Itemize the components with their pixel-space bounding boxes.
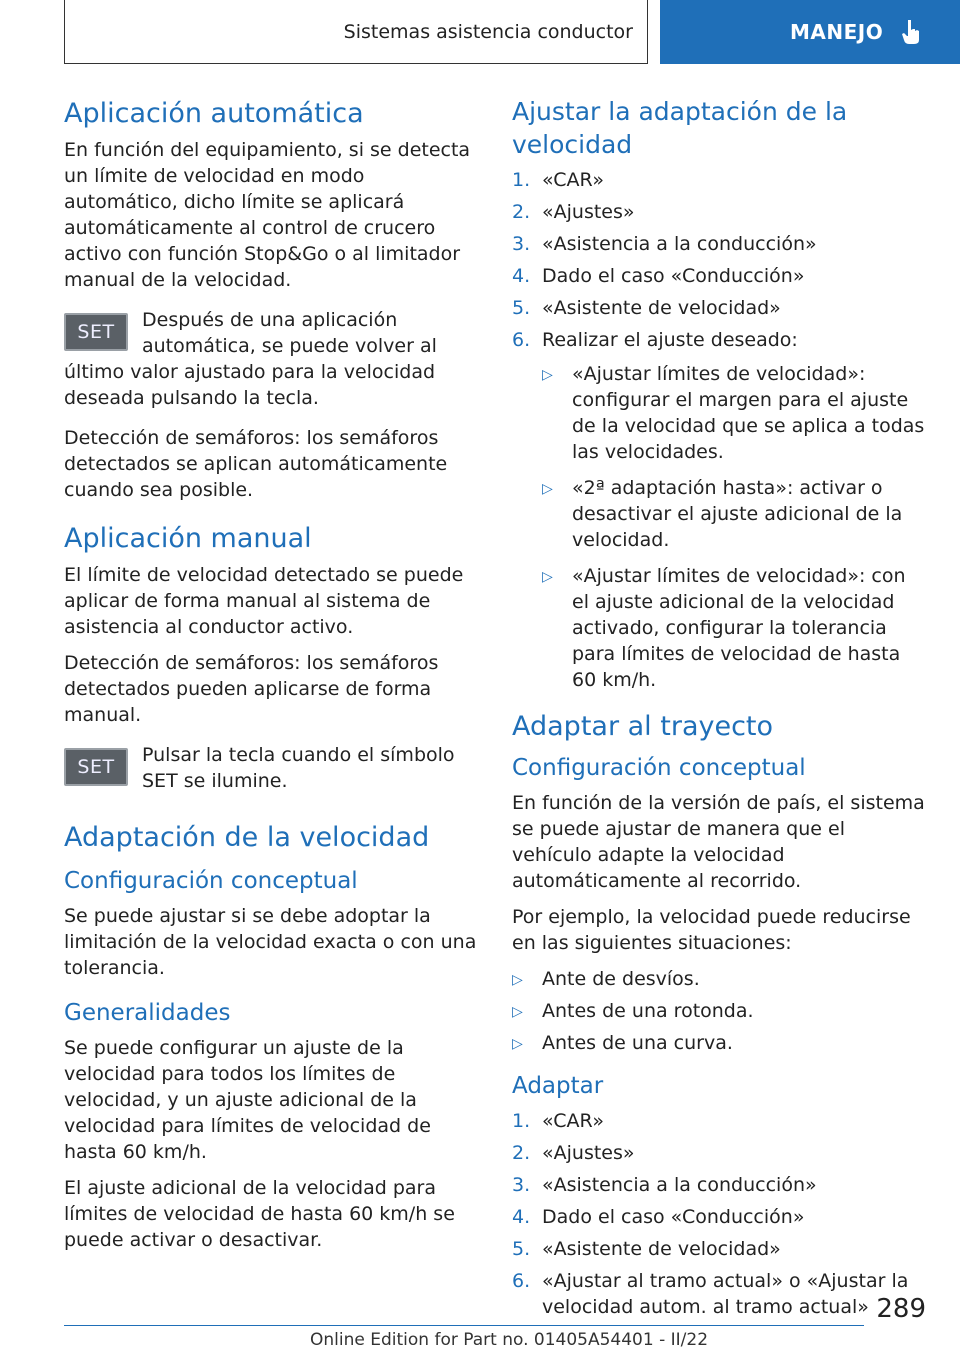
step-item: 3. «Asistencia a la conducción» [512, 1173, 817, 1196]
footer-divider [64, 1325, 864, 1326]
triangle-bullet-icon: ▷ [542, 367, 553, 383]
heading-aplicacion-automatica: Aplicación automática [64, 98, 364, 129]
triangle-bullet-icon: ▷ [542, 481, 553, 497]
heading-aplicacion-manual: Aplicación manual [64, 523, 312, 555]
paragraph: El ajuste adicional de la velocidad para límites de velocidad de hasta 60 km/h se puede activar o desactivar. [64, 1177, 455, 1252]
set-instruction [64, 742, 480, 798]
subheading-configuracion: Configuración conceptual [512, 755, 806, 782]
step-item: 6. Realizar el ajuste deseado: ▷ «Ajustar límites de velocidad»: configurar el margen para el ajuste de la velocidad que se aplica a todas las velocidades. ▷ «2ª adaptación hasta»: activar o desactivar el ajuste adicional de la velocidad. ▷ «Ajustar límites de velocidad»: con el ajuste adicional de la velocidad activado, configurar la tolerancia para límites de velocidad de hasta 60 km/h. [512, 327, 928, 693]
steps-list [512, 167, 928, 693]
paragraph: Por ejemplo, la velocidad puede reducirse en las siguientes situaciones: [512, 905, 911, 954]
step-item: 5. «Asistente de velocidad» [512, 297, 781, 319]
sub-bullet-item: ▷ «Ajustar límites de velocidad»: configurar el margen para el ajuste de la velocidad que se aplica a todas las velocidades. [542, 363, 925, 463]
steps-list [512, 1108, 928, 1320]
set-instruction-text: Después de una aplicación automática, se puede volver al último valor ajustado para la velocidad deseada pulsando la tecla. [64, 309, 437, 410]
sub-bullet-item: ▷ «Ajustar límites de velocidad»: con el ajuste adicional de la velocidad activado, configurar la tolerancia para límites de velocidad de hasta 60 km/h. [542, 565, 906, 691]
paragraph: Se puede configurar un ajuste de la velocidad para todos los límites de velocidad, y un ajuste adicional de la velocidad para límites de velocidad de hasta 60 km/h. [64, 1037, 431, 1164]
paragraph: En función de la versión de país, el sistema se puede ajustar de manera que el vehículo adapte la velocidad automáticamente al recorrido. [512, 791, 925, 892]
step-item: 1. «CAR» [512, 169, 605, 191]
set-instruction-text: Pulsar la tecla cuando el símbolo SET se ilumine. [142, 744, 455, 793]
heading-ajustar-adaptacion: Ajustar la adaptación de la velocidad [512, 97, 848, 159]
page-number: 289 [876, 1294, 926, 1324]
step-item: 4. Dado el caso «Conducción» [512, 1205, 805, 1228]
section-header [64, 0, 648, 64]
subheading-adaptar: Adaptar [512, 1072, 604, 1099]
step-item: 5. «Asistente de velocidad» [512, 1237, 781, 1260]
left-column [64, 96, 480, 1263]
bullet-item: ▷ Antes de una rotonda. [512, 998, 928, 1024]
paragraph: En función del equipamiento, si se detecta un límite de velocidad en modo automático, dicho límite se aplicará automáticamente al control de crucero activo con función Stop&Go o al limitador manual de la velocidad. [64, 139, 471, 292]
section-title: Sistemas asistencia conductor [343, 20, 633, 43]
step-item: 3. «Asistencia a la conducción» [512, 233, 817, 255]
triangle-bullet-icon: ▷ [512, 1003, 523, 1020]
heading-adaptar-trayecto: Adaptar al trayecto [512, 711, 774, 742]
paragraph: Detección de semáforos: los semáforos detectados pueden aplicarse de forma manual. [64, 652, 439, 727]
sub-bullet-item: ▷ «2ª adaptación hasta»: activar o desactivar el ajuste adicional de la velocidad. [542, 477, 903, 551]
edition-footer: Online Edition for Part no. 01405A54401 - II/22 [310, 1330, 709, 1350]
step-item: 1. «CAR» [512, 1109, 605, 1132]
sub-bullet-list [542, 361, 928, 693]
triangle-bullet-icon: ▷ [512, 971, 523, 988]
triangle-bullet-icon: ▷ [512, 1035, 523, 1052]
step-item: 2. «Ajustes» [512, 201, 635, 223]
subheading-configuracion: Configuración conceptual [64, 868, 358, 895]
right-column [512, 96, 928, 1330]
triangle-bullet-icon: ▷ [542, 569, 553, 585]
bullet-list [512, 966, 928, 1056]
chapter-tab [660, 0, 960, 64]
chapter-title: MANEJO [790, 20, 884, 44]
paragraph: Se puede ajustar si se debe adoptar la limitación de la velocidad exacta o con una tolerancia. [64, 905, 477, 980]
bullet-item: ▷ Antes de una curva. [512, 1030, 928, 1056]
subheading-generalidades: Generalidades [64, 1000, 231, 1027]
step-item: 2. «Ajustes» [512, 1141, 635, 1164]
set-button-icon: SET [64, 748, 128, 786]
set-button-icon: SET [64, 313, 128, 351]
paragraph: Detección de semáforos: los semáforos detectados se aplican automáticamente cuando sea posible. [64, 427, 448, 502]
paragraph: El límite de velocidad detectado se puede aplicar de forma manual al sistema de asistencia al conductor activo. [64, 564, 464, 639]
step-item: 4. Dado el caso «Conducción» [512, 265, 805, 287]
steering-hand-icon [899, 18, 923, 46]
heading-adaptacion-velocidad: Adaptación de la velocidad [64, 822, 430, 854]
bullet-item: ▷ Ante de desvíos. [512, 966, 928, 992]
set-instruction [64, 307, 480, 411]
step-item: 6. «Ajustar al tramo actual» o «Ajustar la velocidad autom. al tramo actual» [512, 1269, 909, 1318]
